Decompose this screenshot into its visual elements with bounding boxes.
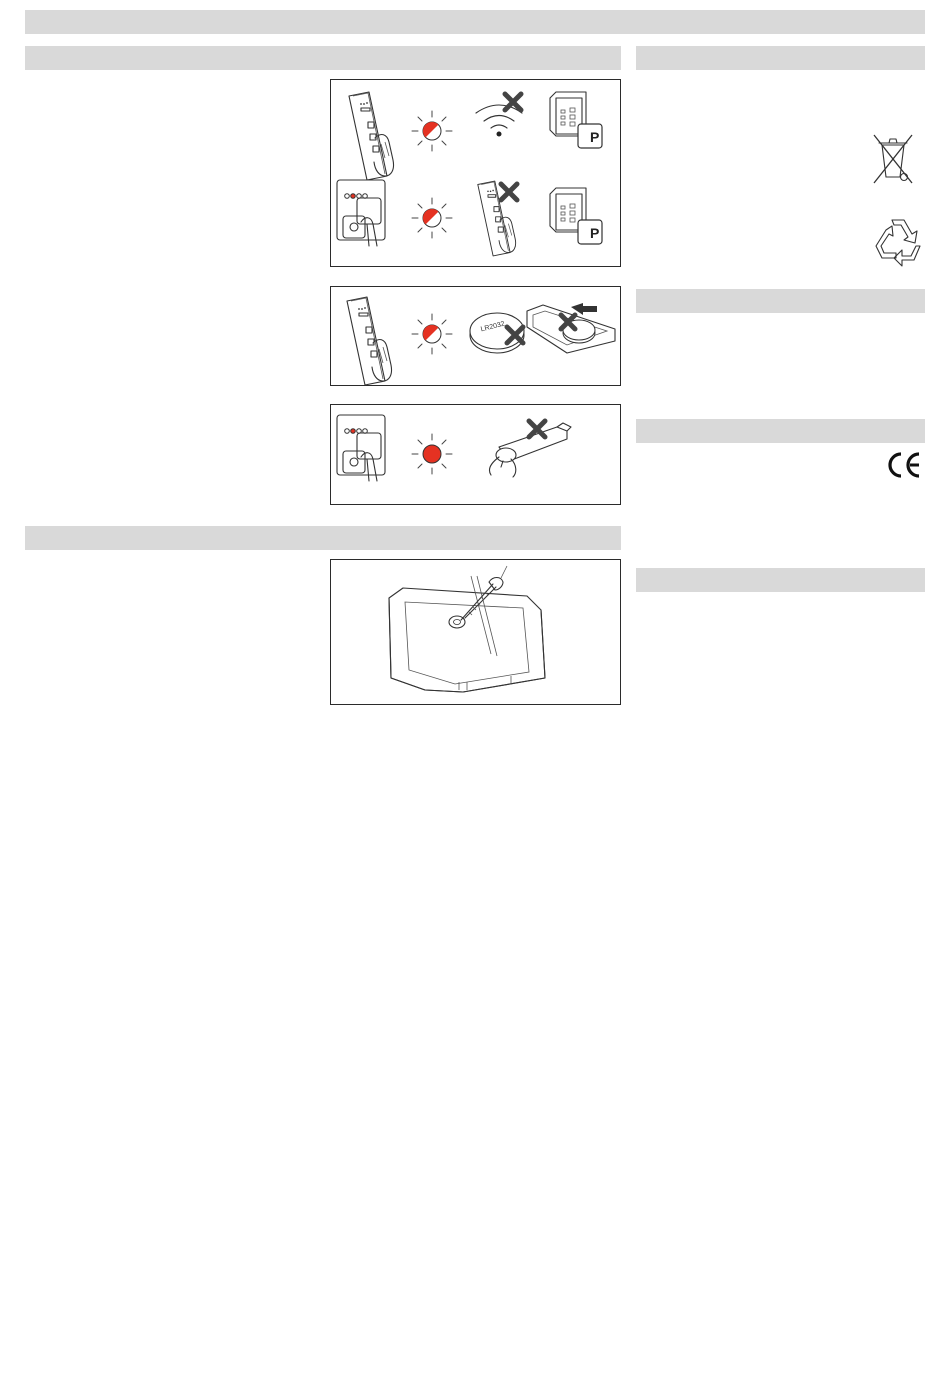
led-solid-icon (412, 434, 452, 474)
section-bar-right-2 (636, 289, 925, 313)
battery-holder-icon (527, 303, 615, 353)
battery-label: LR2032 (480, 320, 506, 334)
motor-crossed-icon (489, 421, 571, 477)
wall-bracket-icon (331, 560, 622, 706)
section-bar-right-1 (636, 46, 925, 70)
no-signal-icon (476, 94, 522, 137)
recycle-icon (870, 216, 926, 270)
figure-replace-battery (330, 286, 621, 386)
prog-key-label: P (590, 129, 600, 145)
wall-switch-icon-2 (337, 415, 385, 481)
ce-mark-icon (886, 451, 924, 479)
wall-switch-icon (337, 180, 385, 246)
weee-bin-icon (868, 131, 918, 186)
prog-key-label-2: P (590, 225, 600, 241)
led-blink-icon (412, 111, 452, 151)
section-bar-left-bottom (25, 526, 621, 550)
remote-control-icon (349, 92, 394, 180)
section-bar-right-3 (636, 419, 925, 443)
led-blink-icon-2 (412, 198, 452, 238)
section-bar-left-top (25, 46, 621, 70)
led-blink-icon-3 (412, 314, 452, 354)
section-bar-right-4 (636, 568, 925, 592)
title-bar (25, 10, 925, 34)
remote-control-icon-3 (347, 297, 392, 385)
figure-wall-mount (330, 559, 621, 705)
battery-icon (470, 313, 524, 353)
figure-reset-receiver (330, 79, 621, 267)
figure-motor-error (330, 404, 621, 505)
